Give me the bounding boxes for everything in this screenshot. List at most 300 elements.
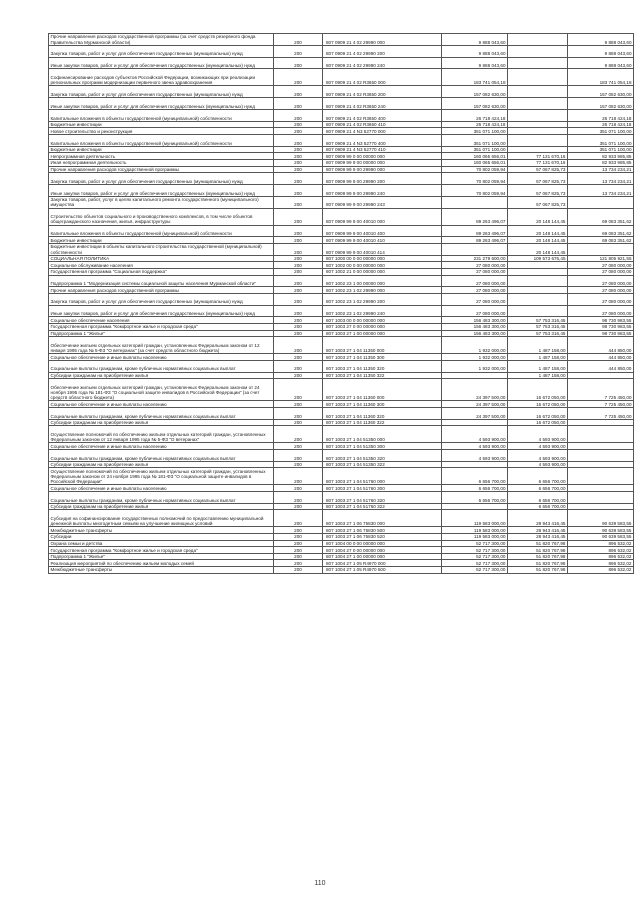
row-unexecuted-amount-cell: 27 080 000,00 bbox=[568, 262, 634, 269]
table-row bbox=[49, 146, 634, 153]
budget-table bbox=[48, 33, 634, 574]
row-approved-amount-cell: 27 080 000,00 bbox=[442, 287, 508, 294]
row-classification-code-cell: 807 0909 21 4 02 R3650 000 bbox=[323, 69, 442, 86]
row-classification-code-cell: 807 0909 21 4 N3 52770 410 bbox=[323, 146, 442, 153]
row-approved-amount-cell: 70 802 059,94 bbox=[442, 173, 508, 185]
row-unexecuted-amount-cell: 896 532,02 bbox=[568, 566, 634, 573]
row-approved-amount-cell: 160 065 656,01 bbox=[442, 159, 508, 166]
row-executed-amount-cell: 16 672 050,00 bbox=[508, 379, 568, 401]
table-row bbox=[49, 287, 634, 294]
row-approved-amount-cell: 26 718 424,18 bbox=[442, 109, 508, 121]
row-executed-amount-cell bbox=[508, 287, 568, 294]
row-executed-amount-cell: 4 593 900,00 bbox=[508, 443, 568, 450]
row-unexecuted-amount-cell: 7 725 450,00 bbox=[568, 401, 634, 408]
row-code-cell: 200 bbox=[274, 330, 323, 337]
row-classification-code-cell: 807 0909 99 9 00 29990 200 bbox=[323, 173, 442, 185]
row-classification-code-cell: 807 1003 27 1 04 51350 300 bbox=[323, 443, 442, 450]
row-code-cell: 200 bbox=[274, 243, 323, 255]
row-code-cell: 200 bbox=[274, 510, 323, 527]
row-unexecuted-amount-cell: 82 933 985,85 bbox=[568, 153, 634, 160]
row-approved-amount-cell: 156 483 300,00 bbox=[442, 317, 508, 324]
row-executed-amount-cell: 4 593 900,00 bbox=[508, 461, 568, 468]
table-row bbox=[49, 547, 634, 554]
table-row bbox=[49, 443, 634, 450]
row-name-cell: Подпрограмма 1 "Модернизация системы социальной защиты населения Мурманской области" bbox=[49, 275, 274, 287]
row-code-cell: 200 bbox=[274, 324, 323, 331]
row-approved-amount-cell: 231 279 600,00 bbox=[442, 255, 508, 262]
row-approved-amount-cell: 351 071 100,00 bbox=[442, 134, 508, 146]
table-row bbox=[49, 184, 634, 196]
row-code-cell: 200 bbox=[274, 208, 323, 225]
row-name-cell: Строительство объектов социального и производственного комплексов, в том числе объектов общегражданского назначения, жилья, инфраструктуры bbox=[49, 208, 274, 225]
row-name-cell: Бюджетные инвестиции bbox=[49, 146, 274, 153]
row-approved-amount-cell bbox=[442, 372, 508, 379]
row-executed-amount-cell bbox=[508, 293, 568, 305]
row-unexecuted-amount-cell: 444 850,00 bbox=[568, 337, 634, 354]
table-row bbox=[49, 379, 634, 401]
table-row bbox=[49, 337, 634, 354]
row-name-cell: Социальное обеспечение и иные выплаты населению bbox=[49, 354, 274, 361]
row-classification-code-cell: 807 0909 99 9 00 40010 410 bbox=[323, 237, 442, 244]
row-executed-amount-cell bbox=[508, 86, 568, 98]
table-row bbox=[49, 86, 634, 98]
row-approved-amount-cell: 52 717 300,00 bbox=[442, 547, 508, 554]
row-classification-code-cell: 807 1002 23 1 02 29990 240 bbox=[323, 305, 442, 317]
row-name-cell: Закупка товаров, работ и услуг для обеспечения государственных (муниципальных) нужд bbox=[49, 293, 274, 305]
row-classification-code-cell: 807 1003 27 1 04 51350 000 bbox=[323, 426, 442, 443]
row-approved-amount-cell: 119 583 000,00 bbox=[442, 527, 508, 534]
row-unexecuted-amount-cell: 183 741 054,18 bbox=[568, 69, 634, 86]
row-approved-amount-cell: 9 888 043,60 bbox=[442, 57, 508, 69]
row-classification-code-cell: 807 1003 27 1 04 11360 320 bbox=[323, 408, 442, 420]
row-approved-amount-cell: 52 717 300,00 bbox=[442, 540, 508, 547]
row-name-cell: Закупка товаров, работ, услуг в целях капитального ремонта государственного (муниципального) имущества bbox=[49, 196, 274, 208]
row-code-cell: 200 bbox=[274, 255, 323, 262]
row-code-cell: 200 bbox=[274, 503, 323, 510]
row-code-cell: 200 bbox=[274, 268, 323, 275]
row-classification-code-cell: 807 1000 00 0 00 00000 000 bbox=[323, 255, 442, 262]
row-approved-amount-cell: 6 656 700,00 bbox=[442, 485, 508, 492]
row-unexecuted-amount-cell: 121 805 921,55 bbox=[568, 255, 634, 262]
row-classification-code-cell: 807 1004 27 1 05 R4970 500 bbox=[323, 566, 442, 573]
row-classification-code-cell: 807 1003 27 1 04 51760 000 bbox=[323, 468, 442, 485]
row-approved-amount-cell: 27 080 000,00 bbox=[442, 268, 508, 275]
row-code-cell: 200 bbox=[274, 128, 323, 135]
row-code-cell: 200 bbox=[274, 360, 323, 372]
table-row bbox=[49, 57, 634, 69]
table-row bbox=[49, 330, 634, 337]
row-classification-code-cell: 807 1003 00 0 00 00000 000 bbox=[323, 317, 442, 324]
row-unexecuted-amount-cell: 9 888 043,60 bbox=[568, 57, 634, 69]
table-row bbox=[49, 450, 634, 462]
row-executed-amount-cell: 1 487 158,00 bbox=[508, 337, 568, 354]
row-approved-amount-cell: 351 071 100,00 bbox=[442, 146, 508, 153]
table-row bbox=[49, 153, 634, 160]
row-name-cell: Социальное обеспечение и иные выплаты населению bbox=[49, 485, 274, 492]
row-code-cell: 200 bbox=[274, 98, 323, 110]
row-name-cell: Закупка товаров, работ и услуг для обеспечения государственных (муниципальных) нужд bbox=[49, 86, 274, 98]
table-row bbox=[49, 166, 634, 173]
row-name-cell: Социальные выплаты гражданам, кроме публичных нормативных социальных выплат bbox=[49, 408, 274, 420]
row-code-cell: 200 bbox=[274, 468, 323, 485]
row-executed-amount-cell: 51 820 767,98 bbox=[508, 540, 568, 547]
row-classification-code-cell: 807 1003 27 1 04 11350 300 bbox=[323, 354, 442, 361]
table-row bbox=[49, 560, 634, 567]
row-name-cell: Государственная программа "Комфортное жилье и городская среда" bbox=[49, 547, 274, 554]
row-name-cell: Обеспечение жильем отдельных категорий граждан, установленных Федеральным законом от 12 января 1995 года № 5-ФЗ "О ветеранах" (за счет средств областного бюджета) bbox=[49, 337, 274, 354]
row-unexecuted-amount-cell: 69 083 351,62 bbox=[568, 208, 634, 225]
row-approved-amount-cell bbox=[442, 196, 508, 208]
row-executed-amount-cell: 28 943 416,45 bbox=[508, 533, 568, 540]
row-executed-amount-cell bbox=[508, 128, 568, 135]
row-unexecuted-amount-cell: 7 725 450,00 bbox=[568, 408, 634, 420]
row-code-cell: 200 bbox=[274, 566, 323, 573]
row-classification-code-cell: 807 0909 21 4 02 R3650 200 bbox=[323, 86, 442, 98]
row-name-cell: Осуществление полномочий по обеспечению жильем отдельных категорий граждан, установленных Федеральным законом от 24 ноября 1995 года № 181-ФЗ "О социальной защите инвалидов в Российской Федерации" bbox=[49, 468, 274, 485]
row-approved-amount-cell: 6 656 700,00 bbox=[442, 468, 508, 485]
row-classification-code-cell: 807 1003 27 1 00 00000 000 bbox=[323, 330, 442, 337]
row-code-cell: 200 bbox=[274, 372, 323, 379]
table-row bbox=[49, 293, 634, 305]
row-classification-code-cell: 807 0909 99 9 00 40010 400 bbox=[323, 225, 442, 237]
row-code-cell: 200 bbox=[274, 57, 323, 69]
row-unexecuted-amount-cell: 896 532,02 bbox=[568, 547, 634, 554]
row-approved-amount-cell: 27 080 000,00 bbox=[442, 275, 508, 287]
row-classification-code-cell: 807 1002 21 0 00 00000 000 bbox=[323, 268, 442, 275]
row-approved-amount-cell: 1 932 000,00 bbox=[442, 360, 508, 372]
row-executed-amount-cell: 20 148 144,45 bbox=[508, 208, 568, 225]
row-classification-code-cell: 807 1004 00 0 00 00000 000 bbox=[323, 540, 442, 547]
table-row bbox=[49, 360, 634, 372]
row-name-cell: Прочие направления расходов государственной программы bbox=[49, 166, 274, 173]
row-name-cell: Подпрограмма 1 "Жилье" bbox=[49, 330, 274, 337]
row-code-cell: 200 bbox=[274, 317, 323, 324]
row-name-cell: Иные закупки товаров, работ и услуг для обеспечения государственных (муниципальных) нужд bbox=[49, 98, 274, 110]
row-executed-amount-cell: 57 753 316,45 bbox=[508, 330, 568, 337]
row-classification-code-cell: 807 0909 21 4 02 R3650 410 bbox=[323, 121, 442, 128]
row-unexecuted-amount-cell: 27 080 000,00 bbox=[568, 293, 634, 305]
table-row bbox=[49, 69, 634, 86]
row-approved-amount-cell: 89 263 496,07 bbox=[442, 237, 508, 244]
table-row bbox=[49, 492, 634, 504]
row-unexecuted-amount-cell: 90 639 583,55 bbox=[568, 533, 634, 540]
row-classification-code-cell: 807 1004 27 1 00 00000 000 bbox=[323, 553, 442, 560]
row-name-cell: Непрограммная деятельность bbox=[49, 153, 274, 160]
row-classification-code-cell: 807 1002 00 0 00 00000 000 bbox=[323, 262, 442, 269]
row-executed-amount-cell bbox=[508, 262, 568, 269]
row-code-cell: 200 bbox=[274, 492, 323, 504]
row-name-cell: Капитальные вложения в объекты государственной (муниципальной) собственности bbox=[49, 225, 274, 237]
row-code-cell: 200 bbox=[274, 237, 323, 244]
row-code-cell: 200 bbox=[274, 337, 323, 354]
row-classification-code-cell: 807 0909 99 9 00 40010 000 bbox=[323, 208, 442, 225]
row-unexecuted-amount-cell bbox=[568, 426, 634, 443]
row-executed-amount-cell: 20 148 144,45 bbox=[508, 237, 568, 244]
row-unexecuted-amount-cell bbox=[568, 243, 634, 255]
row-unexecuted-amount-cell bbox=[568, 492, 634, 504]
row-approved-amount-cell: 70 802 059,94 bbox=[442, 184, 508, 196]
table-row bbox=[49, 485, 634, 492]
row-code-cell: 200 bbox=[274, 408, 323, 420]
row-classification-code-cell: 807 1004 27 1 05 R4970 000 bbox=[323, 560, 442, 567]
row-classification-code-cell: 807 0909 99 0 00 00000 000 bbox=[323, 153, 442, 160]
row-name-cell: Бюджетные инвестиции bbox=[49, 237, 274, 244]
row-unexecuted-amount-cell bbox=[568, 450, 634, 462]
row-code-cell: 200 bbox=[274, 305, 323, 317]
table-row bbox=[49, 553, 634, 560]
row-executed-amount-cell bbox=[508, 45, 568, 57]
row-name-cell: Капитальные вложения в объекты государственной (муниципальной) собственности bbox=[49, 134, 274, 146]
row-name-cell: Социальные выплаты гражданам, кроме публичных нормативных социальных выплат bbox=[49, 360, 274, 372]
row-executed-amount-cell: 51 820 767,98 bbox=[508, 553, 568, 560]
row-code-cell: 200 bbox=[274, 379, 323, 401]
row-executed-amount-cell bbox=[508, 275, 568, 287]
row-code-cell: 200 bbox=[274, 225, 323, 237]
row-unexecuted-amount-cell: 896 532,02 bbox=[568, 553, 634, 560]
row-name-cell: Закупка товаров, работ и услуг для обеспечения государственных (муниципальных) нужд bbox=[49, 45, 274, 57]
row-approved-amount-cell: 119 583 000,00 bbox=[442, 510, 508, 527]
table-row bbox=[49, 98, 634, 110]
row-executed-amount-cell: 16 672 050,00 bbox=[508, 401, 568, 408]
row-name-cell: Межбюджетные трансферты bbox=[49, 527, 274, 534]
row-code-cell: 200 bbox=[274, 166, 323, 173]
row-code-cell: 200 bbox=[274, 69, 323, 86]
row-executed-amount-cell: 4 593 900,00 bbox=[508, 426, 568, 443]
row-unexecuted-amount-cell: 98 730 983,55 bbox=[568, 324, 634, 331]
table-row bbox=[49, 268, 634, 275]
row-executed-amount-cell: 4 593 900,00 bbox=[508, 450, 568, 462]
row-name-cell: Бюджетные инвестиции bbox=[49, 121, 274, 128]
row-approved-amount-cell: 24 397 500,00 bbox=[442, 401, 508, 408]
row-unexecuted-amount-cell: 98 730 983,55 bbox=[568, 330, 634, 337]
row-executed-amount-cell: 57 067 825,73 bbox=[508, 196, 568, 208]
row-code-cell: 200 bbox=[274, 275, 323, 287]
table-row bbox=[49, 503, 634, 510]
row-unexecuted-amount-cell: 26 718 424,18 bbox=[568, 109, 634, 121]
row-name-cell: Субсидии гражданам на приобретение жилья bbox=[49, 461, 274, 468]
row-approved-amount-cell: 26 718 424,18 bbox=[442, 121, 508, 128]
row-approved-amount-cell: 27 080 000,00 bbox=[442, 305, 508, 317]
row-unexecuted-amount-cell: 13 734 234,21 bbox=[568, 166, 634, 173]
row-code-cell: 200 bbox=[274, 134, 323, 146]
table-row bbox=[49, 372, 634, 379]
row-approved-amount-cell: 1 932 000,00 bbox=[442, 354, 508, 361]
row-unexecuted-amount-cell bbox=[568, 503, 634, 510]
row-name-cell: Субсидии гражданам на приобретение жилья bbox=[49, 503, 274, 510]
row-approved-amount-cell: 119 583 000,00 bbox=[442, 533, 508, 540]
row-executed-amount-cell: 77 131 670,16 bbox=[508, 153, 568, 160]
row-unexecuted-amount-cell: 351 071 100,00 bbox=[568, 146, 634, 153]
row-name-cell: Новое строительство и реконструкция bbox=[49, 128, 274, 135]
row-code-cell: 200 bbox=[274, 547, 323, 554]
row-executed-amount-cell bbox=[508, 57, 568, 69]
row-executed-amount-cell: 1 487 158,00 bbox=[508, 354, 568, 361]
row-approved-amount-cell: 52 717 300,00 bbox=[442, 566, 508, 573]
row-classification-code-cell: 807 0909 21 4 N3 52770 000 bbox=[323, 128, 442, 135]
table-row bbox=[49, 408, 634, 420]
row-code-cell: 200 bbox=[274, 293, 323, 305]
row-classification-code-cell: 807 1003 27 1 04 11350 322 bbox=[323, 372, 442, 379]
row-unexecuted-amount-cell: 27 080 000,00 bbox=[568, 268, 634, 275]
table-row bbox=[49, 419, 634, 426]
table-row bbox=[49, 109, 634, 121]
row-approved-amount-cell bbox=[442, 503, 508, 510]
row-executed-amount-cell: 51 820 767,98 bbox=[508, 560, 568, 567]
row-code-cell: 200 bbox=[274, 419, 323, 426]
row-unexecuted-amount-cell: 9 888 043,60 bbox=[568, 34, 634, 46]
row-unexecuted-amount-cell: 27 080 000,00 bbox=[568, 275, 634, 287]
row-approved-amount-cell: 4 593 900,00 bbox=[442, 443, 508, 450]
table-row bbox=[49, 533, 634, 540]
row-code-cell: 200 bbox=[274, 540, 323, 547]
row-approved-amount-cell: 27 080 000,00 bbox=[442, 293, 508, 305]
row-name-cell: Социальное обеспечение населения bbox=[49, 317, 274, 324]
row-unexecuted-amount-cell: 351 071 100,00 bbox=[568, 134, 634, 146]
table-row bbox=[49, 401, 634, 408]
row-approved-amount-cell: 9 888 043,60 bbox=[442, 45, 508, 57]
row-approved-amount-cell: 27 080 000,00 bbox=[442, 262, 508, 269]
row-executed-amount-cell bbox=[508, 121, 568, 128]
row-code-cell: 200 bbox=[274, 354, 323, 361]
row-executed-amount-cell: 57 067 825,73 bbox=[508, 184, 568, 196]
row-name-cell: Софинансирование расходов субъектов Российской Федерации, возникающих при реализации региональных программ модернизации первичного звена здравоохранения bbox=[49, 69, 274, 86]
row-code-cell: 200 bbox=[274, 443, 323, 450]
row-code-cell: 200 bbox=[274, 173, 323, 185]
table-row bbox=[49, 237, 634, 244]
row-executed-amount-cell: 57 067 825,73 bbox=[508, 166, 568, 173]
row-name-cell: Охрана семьи и детства bbox=[49, 540, 274, 547]
row-unexecuted-amount-cell: 157 082 630,00 bbox=[568, 86, 634, 98]
row-classification-code-cell: 807 1004 27 0 00 00000 000 bbox=[323, 547, 442, 554]
budget-table-body bbox=[49, 34, 634, 574]
row-approved-amount-cell bbox=[442, 419, 508, 426]
row-classification-code-cell: 807 1003 27 1 04 51760 320 bbox=[323, 492, 442, 504]
row-unexecuted-amount-cell: 90 639 583,55 bbox=[568, 527, 634, 534]
row-name-cell: Иные закупки товаров, работ и услуг для обеспечения государственных (муниципальных) нужд bbox=[49, 305, 274, 317]
row-unexecuted-amount-cell: 90 639 583,55 bbox=[568, 510, 634, 527]
row-approved-amount-cell: 183 741 054,18 bbox=[442, 69, 508, 86]
row-approved-amount-cell: 4 593 900,00 bbox=[442, 426, 508, 443]
table-row bbox=[49, 262, 634, 269]
row-executed-amount-cell: 20 148 144,45 bbox=[508, 243, 568, 255]
row-unexecuted-amount-cell: 98 730 983,55 bbox=[568, 317, 634, 324]
row-name-cell: Бюджетные инвестиции в объекты капитального строительства государственной (муниципальной) собственности bbox=[49, 243, 274, 255]
row-name-cell: Субсидии гражданам на приобретение жилья bbox=[49, 419, 274, 426]
row-approved-amount-cell: 351 071 100,00 bbox=[442, 128, 508, 135]
row-code-cell: 200 bbox=[274, 45, 323, 57]
table-row bbox=[49, 540, 634, 547]
row-code-cell: 200 bbox=[274, 153, 323, 160]
row-classification-code-cell: 807 0909 21 4 02 R3650 400 bbox=[323, 109, 442, 121]
table-row bbox=[49, 510, 634, 527]
row-name-cell: Иные закупки товаров, работ и услуг для обеспечения государственных (муниципальных) нужд bbox=[49, 184, 274, 196]
row-classification-code-cell: 807 1003 27 1 04 11360 322 bbox=[323, 419, 442, 426]
row-code-cell: 200 bbox=[274, 527, 323, 534]
row-unexecuted-amount-cell: 13 734 234,21 bbox=[568, 173, 634, 185]
row-code-cell: 200 bbox=[274, 485, 323, 492]
row-unexecuted-amount-cell: 82 933 985,85 bbox=[568, 159, 634, 166]
row-classification-code-cell: 807 1002 23 1 02 29990 000 bbox=[323, 287, 442, 294]
table-row bbox=[49, 255, 634, 262]
row-name-cell: Закупка товаров, работ и услуг для обеспечения государственных (муниципальных) нужд bbox=[49, 173, 274, 185]
table-row bbox=[49, 275, 634, 287]
row-approved-amount-cell: 157 082 630,00 bbox=[442, 98, 508, 110]
row-classification-code-cell: 807 0909 99 9 00 00000 000 bbox=[323, 159, 442, 166]
row-name-cell: Государственная программа "Комфортное жилье и городская среда" bbox=[49, 324, 274, 331]
row-unexecuted-amount-cell: 13 734 234,21 bbox=[568, 184, 634, 196]
row-unexecuted-amount-cell: 896 532,02 bbox=[568, 560, 634, 567]
row-code-cell: 200 bbox=[274, 287, 323, 294]
row-classification-code-cell: 807 1003 27 1 06 75830 520 bbox=[323, 533, 442, 540]
row-unexecuted-amount-cell: 69 083 351,62 bbox=[568, 225, 634, 237]
row-name-cell: Социальные выплаты гражданам, кроме публичных нормативных социальных выплат bbox=[49, 492, 274, 504]
row-approved-amount-cell: 52 717 300,00 bbox=[442, 560, 508, 567]
table-row bbox=[49, 426, 634, 443]
row-name-cell: СОЦИАЛЬНАЯ ПОЛИТИКА bbox=[49, 255, 274, 262]
table-row bbox=[49, 225, 634, 237]
row-classification-code-cell: 807 1003 27 0 00 00000 000 bbox=[323, 324, 442, 331]
row-classification-code-cell: 807 1002 23 1 00 00000 000 bbox=[323, 275, 442, 287]
row-code-cell: 200 bbox=[274, 450, 323, 462]
row-unexecuted-amount-cell: 444 850,00 bbox=[568, 354, 634, 361]
row-name-cell: Капитальные вложения в объекты государственной (муниципальной) собственности bbox=[49, 109, 274, 121]
row-executed-amount-cell: 1 487 158,00 bbox=[508, 372, 568, 379]
table-row bbox=[49, 45, 634, 57]
row-executed-amount-cell: 6 656 700,00 bbox=[508, 485, 568, 492]
table-row bbox=[49, 354, 634, 361]
row-unexecuted-amount-cell bbox=[568, 461, 634, 468]
table-row bbox=[49, 324, 634, 331]
table-row bbox=[49, 527, 634, 534]
row-classification-code-cell: 807 0909 99 9 00 29990 240 bbox=[323, 184, 442, 196]
row-code-cell: 200 bbox=[274, 553, 323, 560]
row-executed-amount-cell bbox=[508, 109, 568, 121]
row-unexecuted-amount-cell: 69 083 351,62 bbox=[568, 237, 634, 244]
row-name-cell: Иные закупки товаров, работ и услуг для обеспечения государственных (муниципальных) нужд bbox=[49, 57, 274, 69]
row-executed-amount-cell bbox=[508, 305, 568, 317]
row-approved-amount-cell: 52 717 300,00 bbox=[442, 553, 508, 560]
row-executed-amount-cell: 28 943 416,45 bbox=[508, 527, 568, 534]
row-code-cell: 200 bbox=[274, 86, 323, 98]
row-code-cell: 200 bbox=[274, 146, 323, 153]
row-approved-amount-cell: 6 656 700,00 bbox=[442, 492, 508, 504]
row-approved-amount-cell: 156 483 300,00 bbox=[442, 330, 508, 337]
row-classification-code-cell: 807 0909 99 9 00 29990 000 bbox=[323, 166, 442, 173]
row-classification-code-cell: 807 0909 99 9 00 29990 243 bbox=[323, 196, 442, 208]
table-row bbox=[49, 134, 634, 146]
row-classification-code-cell: 807 0909 21 4 02 29990 200 bbox=[323, 45, 442, 57]
row-classification-code-cell: 807 1003 27 1 04 11360 000 bbox=[323, 379, 442, 401]
row-approved-amount-cell bbox=[442, 243, 508, 255]
row-approved-amount-cell: 160 065 656,01 bbox=[442, 153, 508, 160]
row-name-cell: Прочие направления расходов государственной программы (за счет средств резервного фонда Правительства Мурманской области) bbox=[49, 34, 274, 46]
row-unexecuted-amount-cell bbox=[568, 468, 634, 485]
row-approved-amount-cell: 157 082 630,00 bbox=[442, 86, 508, 98]
table-row bbox=[49, 121, 634, 128]
row-code-cell: 200 bbox=[274, 184, 323, 196]
row-approved-amount-cell: 1 932 000,00 bbox=[442, 337, 508, 354]
table-row bbox=[49, 34, 634, 46]
row-code-cell: 200 bbox=[274, 426, 323, 443]
row-unexecuted-amount-cell: 7 725 450,00 bbox=[568, 379, 634, 401]
row-approved-amount-cell: 70 802 059,94 bbox=[442, 166, 508, 173]
row-unexecuted-amount-cell: 9 888 043,60 bbox=[568, 45, 634, 57]
table-row bbox=[49, 468, 634, 485]
row-executed-amount-cell: 57 753 316,45 bbox=[508, 317, 568, 324]
row-code-cell: 200 bbox=[274, 121, 323, 128]
table-row bbox=[49, 208, 634, 225]
row-executed-amount-cell: 20 148 144,45 bbox=[508, 225, 568, 237]
